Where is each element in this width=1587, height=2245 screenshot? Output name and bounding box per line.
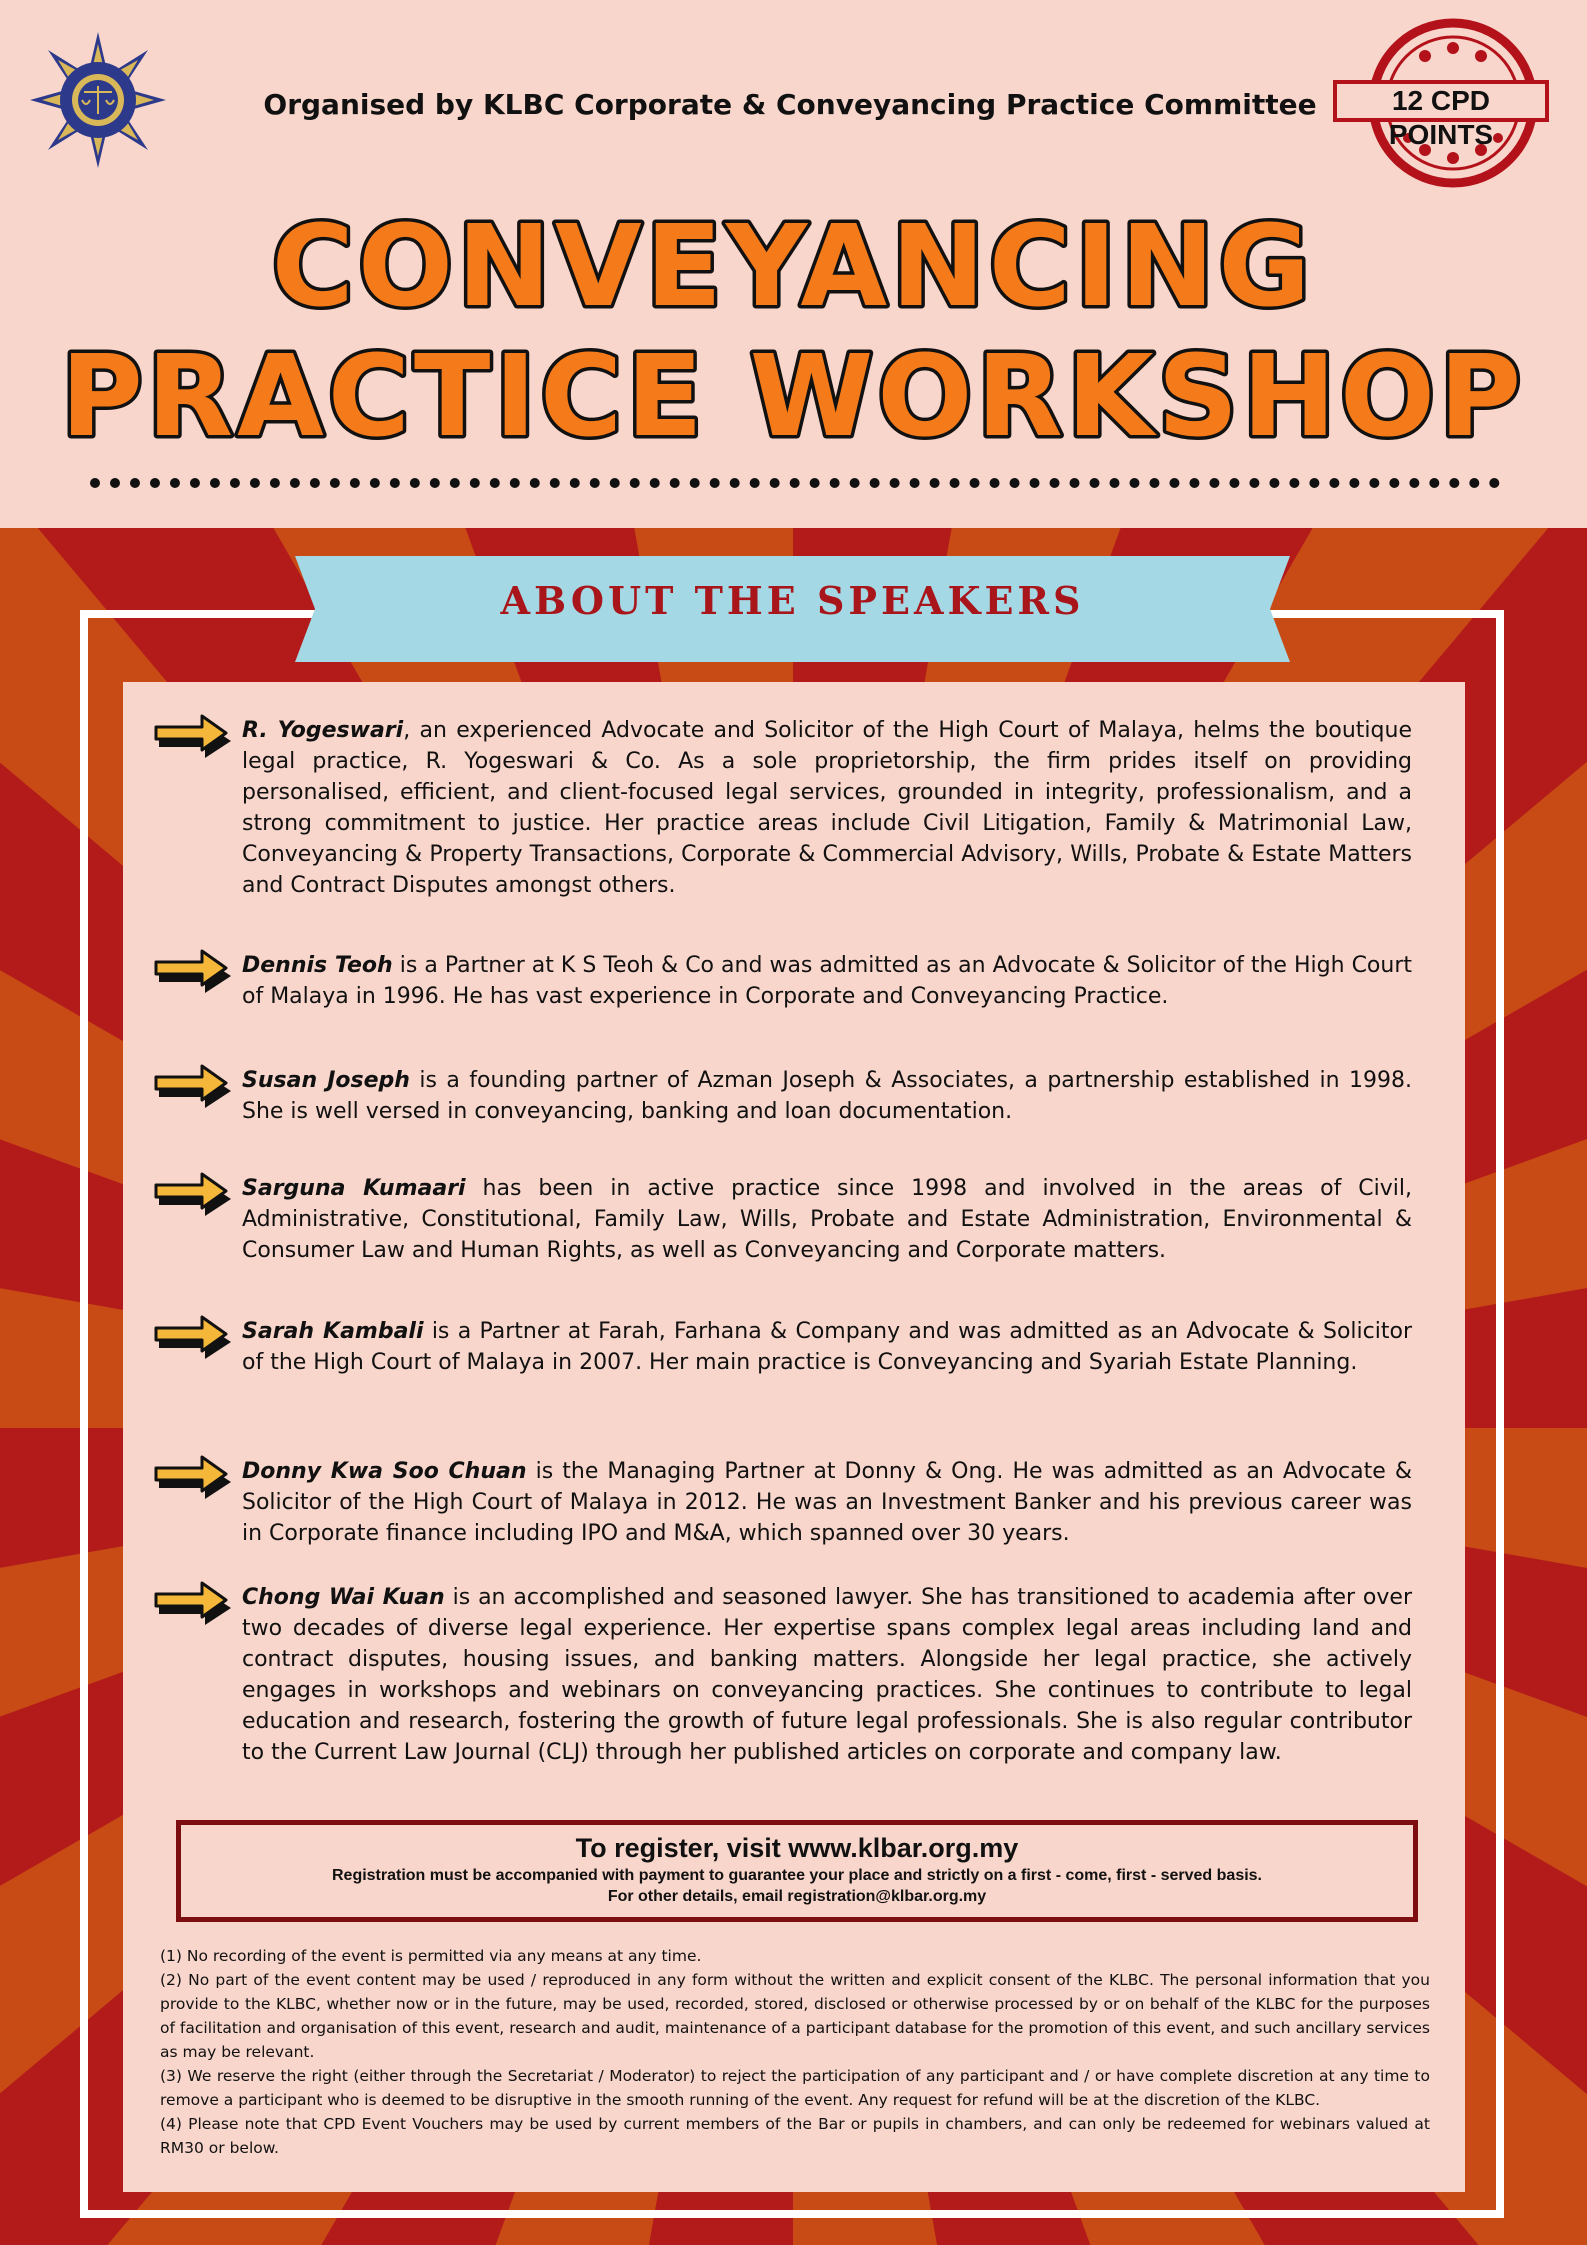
note-item: (1) No recording of the event is permitted via any means at any time. <box>160 1947 702 1965</box>
workshop-title <box>0 190 1587 460</box>
speaker-name: Sarguna Kumaari <box>242 1176 466 1201</box>
registration-title: To register, visit www.klbar.org.my <box>575 1833 1019 1863</box>
speaker-bio-text: is a founding partner of Azman Joseph & Associates, a partnership established in 1998. She is well versed in conveyancing, banking and loan documentation. <box>242 1068 1412 1124</box>
note-item: (3) We reserve the right (either through the Secretariat / Moderator) to reject the participation of any participant and / or have complete discretion at any time to remove a participant who is deemed to be disruptive in the smooth running of the event. Any request for refund will be at the discretion of the KLBC. <box>160 2067 1430 2109</box>
title-line-2: PRACTICE WORKSHOP <box>60 332 1526 460</box>
cpd-points-badge: 12 CPD POINTS <box>1333 80 1549 122</box>
registration-email-note: For other details, email registration@klbar.org.my <box>607 1888 987 1905</box>
arrow-right-icon <box>152 948 232 994</box>
speaker-bio <box>242 1173 1412 1266</box>
dotted-divider <box>90 478 1500 488</box>
speaker-bio-text: is an accomplished and seasoned lawyer. She has transitioned to academia after over two decades of diverse legal experience. Her expertise spans complex legal areas including land and contract disputes, housing issues, and banking matters. Alongside her legal practice, she actively engages in workshops and webinars on conveyancing practices. She continues to contribute to legal education and research, fostering the growth of future legal professionals. She is also regular contributor to the Current Law Journal (CLJ) through her published articles on corporate and company law. <box>242 1585 1412 1765</box>
registration-box <box>176 1820 1418 1922</box>
speaker-name: Sarah Kambali <box>242 1319 424 1344</box>
terms-notes <box>160 1944 1430 2160</box>
arrow-right-icon <box>152 1171 232 1217</box>
speaker-name: R. Yogeswari <box>242 718 404 743</box>
speaker-bio-text: is the Managing Partner at Donny & Ong. He was admitted as an Advocate & Solicitor of the High Court of Malaya in 2012. He was an Investment Banker and his previous career was in Corporate finance including IPO and M&A, which spanned over 30 years. <box>242 1459 1412 1546</box>
arrow-right-icon <box>152 1580 232 1626</box>
note-item: (2) No part of the event content may be used / reproduced in any form without the written and explicit consent of the KLBC. The personal information that you provide to the KLBC, whether now or in the future, may be used, recorded, stored, disclosed or otherwise processed by or on behalf of the KLBC for the purposes of facilitation and organisation of this event, research and audit, maintenance of a participant database for the promotion of this event, and such ancillary services as may be relevant. <box>160 1971 1430 2061</box>
speaker-bio <box>242 1065 1412 1127</box>
organiser-line: Organised by KLBC Corporate & Conveyancing Practice Committee <box>263 88 1317 121</box>
arrow-right-icon <box>152 1454 232 1500</box>
speaker-entry <box>242 1582 1412 1768</box>
arrow-right-icon <box>152 1314 232 1360</box>
arrow-right-icon <box>152 1063 232 1109</box>
bar-malaysia-logo-icon <box>28 30 168 170</box>
speaker-bio <box>242 715 1412 901</box>
speaker-entry <box>242 1065 1412 1127</box>
speaker-bio-text: is a Partner at Farah, Farhana & Company and was admitted as an Advocate & Solicitor of the High Court of Malaya in 2007. Her main practice is Conveyancing and Syariah Estate Planning. <box>242 1319 1412 1375</box>
registration-payment-note: Registration must be accompanied with payment to guarantee your place and strictly on a first - come, first - served basis. <box>331 1867 1262 1884</box>
speaker-entry <box>242 1456 1412 1549</box>
speaker-bio <box>242 950 1412 1012</box>
speaker-entry <box>242 950 1412 1012</box>
speaker-bio-text: , an experienced Advocate and Solicitor of the High Court of Malaya, helms the boutique legal practice, R. Yogeswari & Co. As a sole proprietorship, the firm prides itself on providing personalised, efficient, and client-focused legal services, grounded in integrity, professionalism, and a strong commitment to justice. Her practice areas include Civil Litigation, Family & Matrimonial Law, Conveyancing & Property Transactions, Corporate & Commercial Advisory, Wills, Probate & Estate Matters and Contract Disputes amongst others. <box>242 718 1412 898</box>
arrow-right-icon <box>152 713 232 759</box>
speaker-bio <box>242 1316 1412 1378</box>
speaker-bio-text: has been in active practice since 1998 and involved in the areas of Civil, Administrative, Constitutional, Family Law, Wills, Probate and Estate Administration, Environmental & Consumer Law and Human Rights, as well as Conveyancing and Corporate matters. <box>242 1176 1412 1263</box>
speaker-name: Donny Kwa Soo Chuan <box>242 1459 527 1484</box>
speaker-entry <box>242 1316 1412 1378</box>
section-heading: ABOUT THE SPEAKERS <box>500 578 1085 623</box>
speaker-entry <box>242 715 1412 901</box>
speaker-bio <box>242 1456 1412 1549</box>
title-line-1: CONVEYANCING <box>271 202 1315 332</box>
speaker-name: Chong Wai Kuan <box>242 1585 445 1610</box>
speaker-bio <box>242 1582 1412 1768</box>
speaker-bio-text: is a Partner at K S Teoh & Co and was admitted as an Advocate & Solicitor of the High Court of Malaya in 1996. He has vast experience in Corporate and Conveyancing Practice. <box>242 953 1412 1009</box>
note-item: (4) Please note that CPD Event Vouchers may be used by current members of the Bar or pupils in chambers, and can only be redeemed for webinars valued at RM30 or below. <box>160 2115 1430 2157</box>
speaker-name: Susan Joseph <box>242 1068 410 1093</box>
speaker-entry <box>242 1173 1412 1266</box>
speaker-name: Dennis Teoh <box>242 953 393 978</box>
